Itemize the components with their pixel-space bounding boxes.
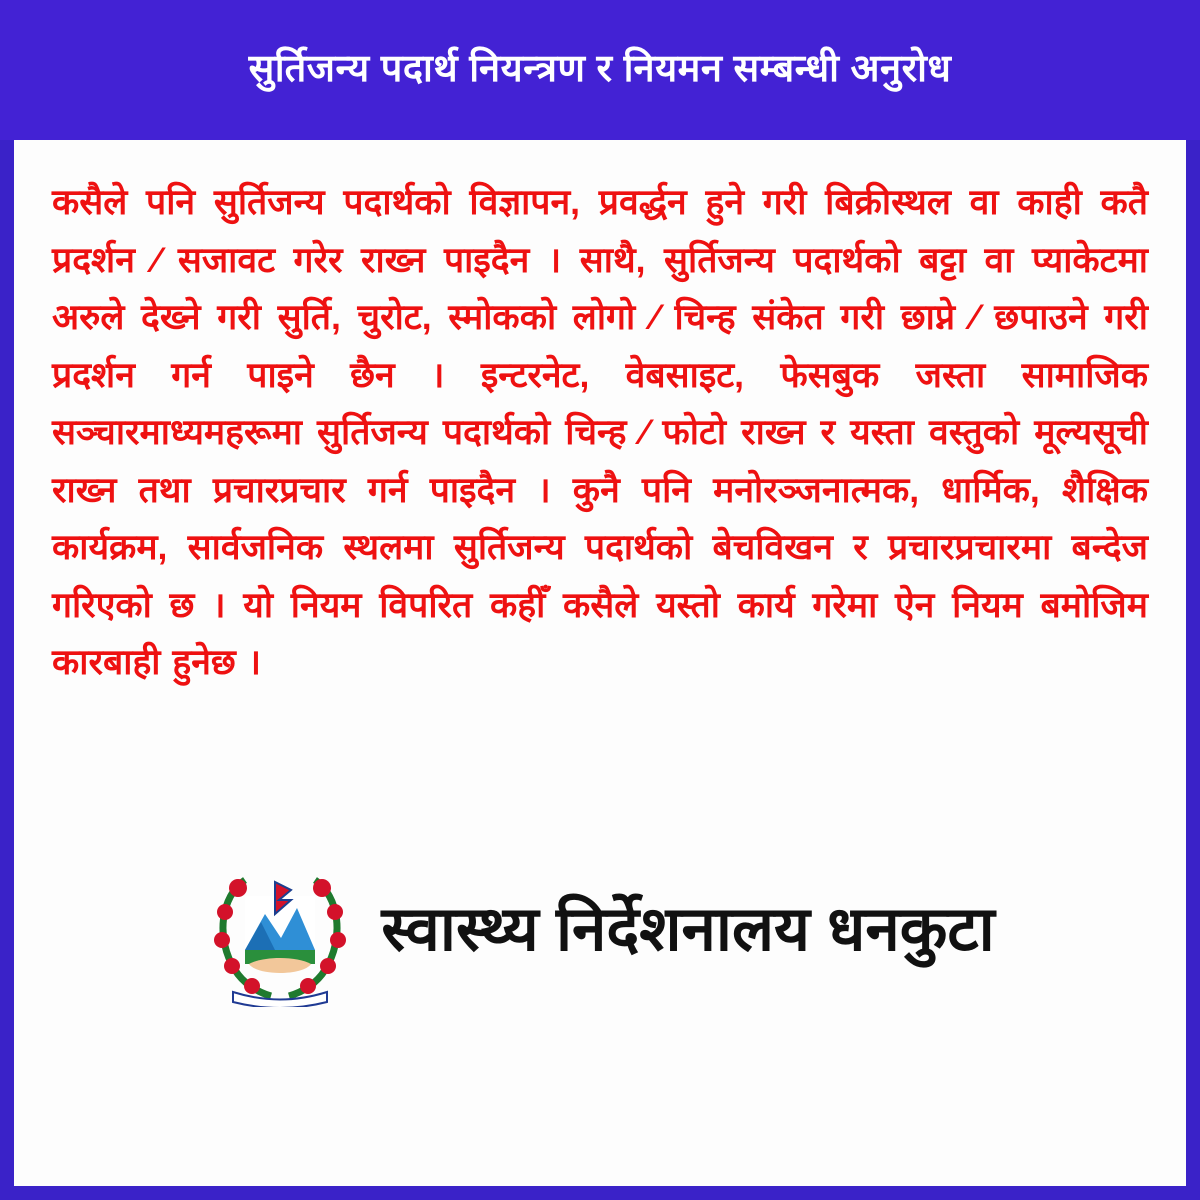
page-title: सुर्तिजन्य पदार्थ नियन्त्रण र नियमन सम्बन्धी अनुरोध	[248, 48, 952, 91]
organization-name: स्वास्थ्य निर्देशनालय धनकुटा	[381, 894, 995, 964]
header-band	[0, 0, 1200, 140]
footer	[52, 692, 1148, 1177]
nepal-government-emblem-icon	[205, 852, 355, 1007]
notice-body-text: कसैले पनि सुर्तिजन्य पदार्थको विज्ञापन, प्रवर्द्धन हुने गरी बिक्रीस्थल वा काही कतै प्रदर्शन ⁄ सजावट गरेर राख्न पाइदैन । साथै, सुर्तिजन्य पदार्थको बट्टा वा प्याकेटमा अरुले देख्ने गरी सुर्ति, चुरोट, स्मोकको लोगो ⁄ चिन्ह संकेत गरी छाप्ने ⁄ छपाउने गरी प्रदर्शन गर्न पाइने छैन । इन्टरनेट, वेबसाइट, फेसबुक जस्ता सामाजिक सञ्चारमाध्यमहरूमा सुर्तिजन्य पदार्थको चिन्ह ⁄ फोटो राख्न र यस्ता वस्तुको मूल्यसूची राख्न तथा प्रचारप्रचार गर्न पाइदैन । कुनै पनि मनोरञ्जनात्मक, धार्मिक, शैक्षिक कार्यक्रम, सार्वजनिक स्थलमा सुर्तिजन्य पदार्थको बेचविखन र प्रचारप्रचारमा बन्देज गरिएको छ । यो नियम विपरित कहीँ कसैले यस्तो कार्य गरेमा ऐन नियम बमोजिम कारबाही हुनेछ ।	[52, 182, 1148, 682]
notice-card	[14, 140, 1186, 1186]
